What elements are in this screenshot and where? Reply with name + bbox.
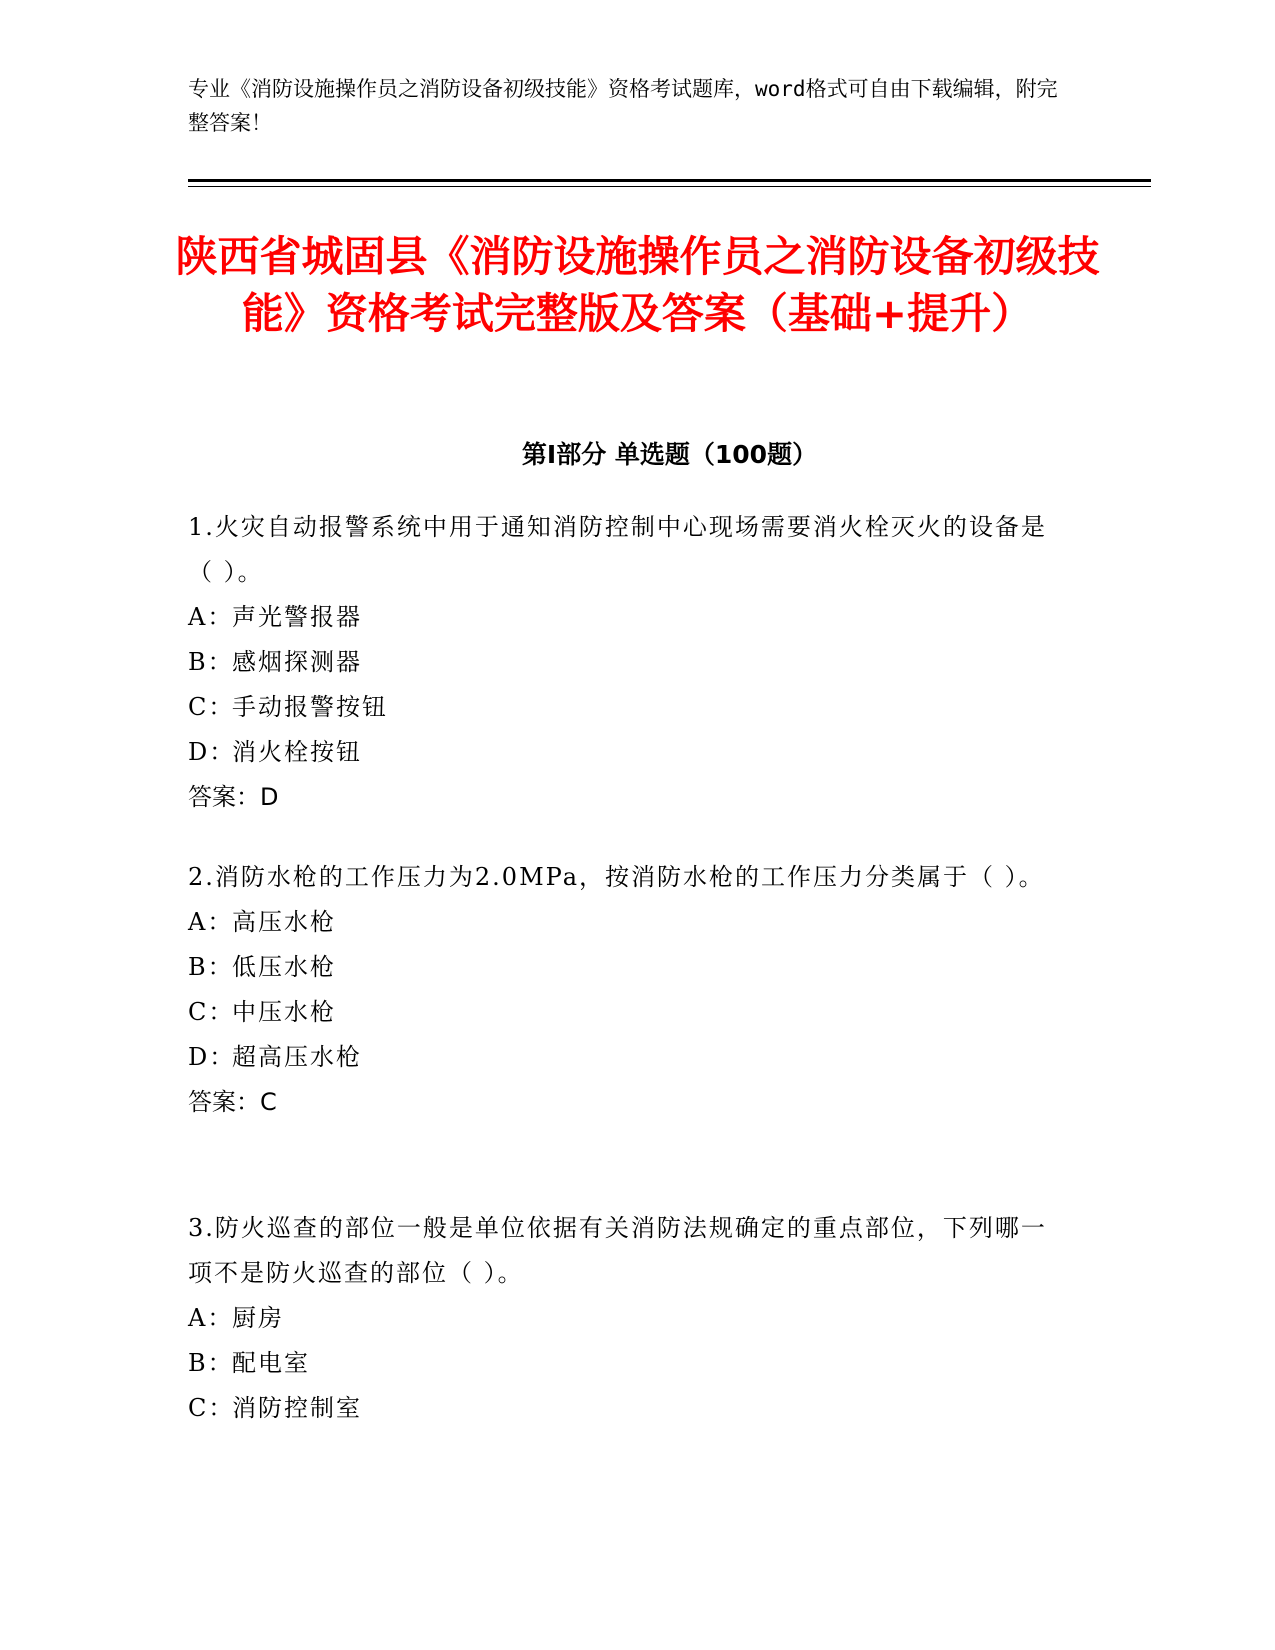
question-3 (188, 1206, 1068, 1431)
option-text: 消火栓按钮 (232, 738, 362, 766)
option-key: C： (188, 1394, 235, 1422)
option-b (188, 945, 1068, 990)
option-key: D： (188, 738, 236, 766)
question-stem: 2.消防水枪的工作压力为2.0MPa，按消防水枪的工作压力分类属于（ ）。 (188, 863, 1045, 891)
option-key: D： (188, 1043, 236, 1071)
option-text: 高压水枪 (232, 908, 336, 936)
option-a (188, 1296, 1068, 1341)
header-divider-thick (188, 179, 1151, 182)
option-a (188, 900, 1068, 945)
question-stem: 3.防火巡查的部位一般是单位依据有关消防法规确定的重点部位，下列哪一项不是防火巡查的部位（ ）。 (188, 1214, 1047, 1287)
option-key: C： (188, 998, 235, 1026)
option-key: C： (188, 693, 235, 721)
document-title: 陕西省城固县《消防设施操作员之消防设备初级技能》资格考试完整版及答案（基础+提升） (175, 232, 1100, 338)
option-text: 超高压水枪 (232, 1043, 362, 1071)
option-text: 配电室 (232, 1349, 310, 1377)
option-d (188, 730, 1068, 775)
option-key: A： (188, 603, 234, 631)
answer-line: 答案：D (188, 783, 279, 811)
header-note: 专业《消防设施操作员之消防设备初级技能》资格考试题库，word格式可自由下载编辑，附完整答案！ (188, 77, 1058, 135)
option-text: 低压水枪 (232, 953, 336, 981)
option-key: B： (188, 648, 234, 676)
option-c (188, 685, 1068, 730)
option-b (188, 1341, 1068, 1386)
question-stem: 1.火灾自动报警系统中用于通知消防控制中心现场需要消火栓灭火的设备是（ ）。 (188, 513, 1047, 586)
option-a (188, 595, 1068, 640)
option-b (188, 640, 1068, 685)
option-c (188, 990, 1068, 1035)
option-text: 手动报警按钮 (232, 693, 388, 721)
option-text: 中压水枪 (232, 998, 336, 1026)
option-key: B： (188, 953, 234, 981)
option-text: 消防控制室 (232, 1394, 362, 1422)
question-2 (188, 855, 1068, 1125)
section-heading: 第Ⅰ部分 单选题（100题） (521, 440, 818, 469)
option-text: 厨房 (232, 1304, 284, 1332)
option-key: B： (188, 1349, 234, 1377)
option-key: A： (188, 1304, 234, 1332)
option-text: 感烟探测器 (232, 648, 362, 676)
header-divider-thin (188, 186, 1151, 187)
option-text: 声光警报器 (232, 603, 362, 631)
option-key: A： (188, 908, 234, 936)
option-d (188, 1035, 1068, 1080)
option-c (188, 1386, 1068, 1431)
question-1 (188, 505, 1068, 820)
answer-line: 答案：C (188, 1088, 277, 1116)
